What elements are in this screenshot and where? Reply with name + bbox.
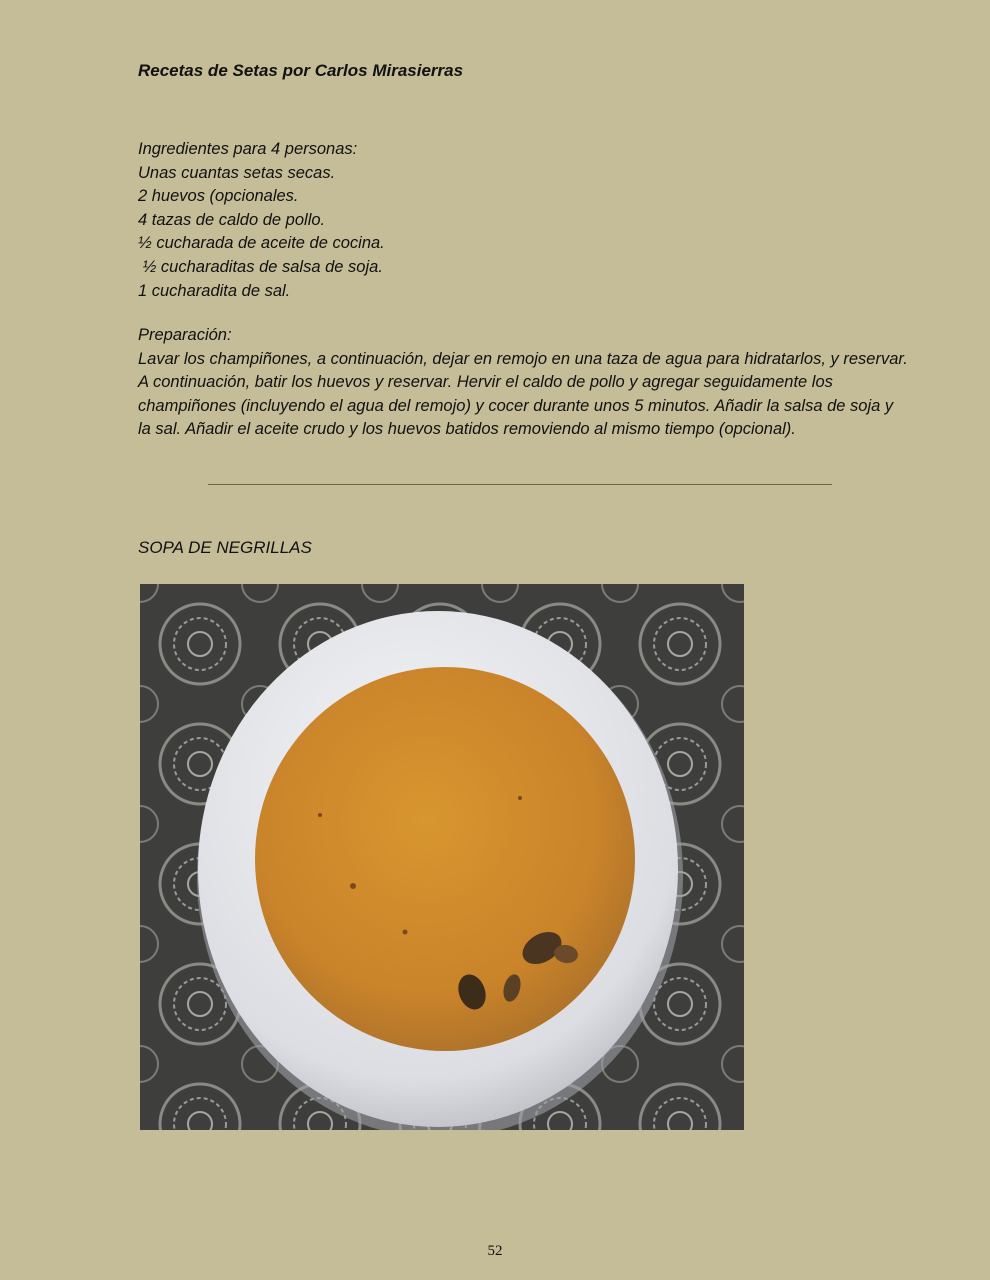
ingredient-item: 2 huevos (opcionales. xyxy=(138,187,299,206)
ingredient-item: ½ cucharaditas de salsa de soja. xyxy=(138,257,383,276)
spice-speck xyxy=(518,796,522,800)
ingredient-item: 4 tazas de caldo de pollo. xyxy=(138,210,326,229)
preparation-text: Lavar los champiñones, a continuación, dejar en remojo en una taza de agua para hidratarlos, y reservar. A continuación, batir los huevos y reservar. Hervir el caldo de pollo y agregar seguidamente los champiñones (incluyendo el agua del remojo) y cocer durante unos 5 minutos. Añadir la salsa de soja y la sal. Añadir el aceite crudo y los huevos batidos removiendo al mismo tiempo (opcional). xyxy=(138,349,908,439)
page-number: 52 xyxy=(487,1243,503,1259)
preparation-heading: Preparación: xyxy=(138,326,232,344)
soup xyxy=(255,667,635,1051)
ingredient-item: 1 cucharadita de sal. xyxy=(138,281,291,300)
page-header: Recetas de Setas por Carlos Mirasierras xyxy=(138,61,464,80)
ingredient-item: Unas cuantas setas secas. xyxy=(138,163,336,182)
spice-speck xyxy=(318,813,322,817)
ingredients-section xyxy=(138,138,385,303)
ingredient-item: ½ cucharada de aceite de cocina. xyxy=(138,234,385,253)
soup-photo xyxy=(140,584,744,1130)
spice-speck xyxy=(403,930,408,935)
recipe-title: SOPA DE NEGRILLAS xyxy=(138,538,312,557)
preparation-section xyxy=(138,324,908,442)
spice-speck xyxy=(350,883,356,889)
section-divider xyxy=(208,484,832,485)
ingredients-heading: Ingredientes para 4 personas: xyxy=(138,140,358,158)
